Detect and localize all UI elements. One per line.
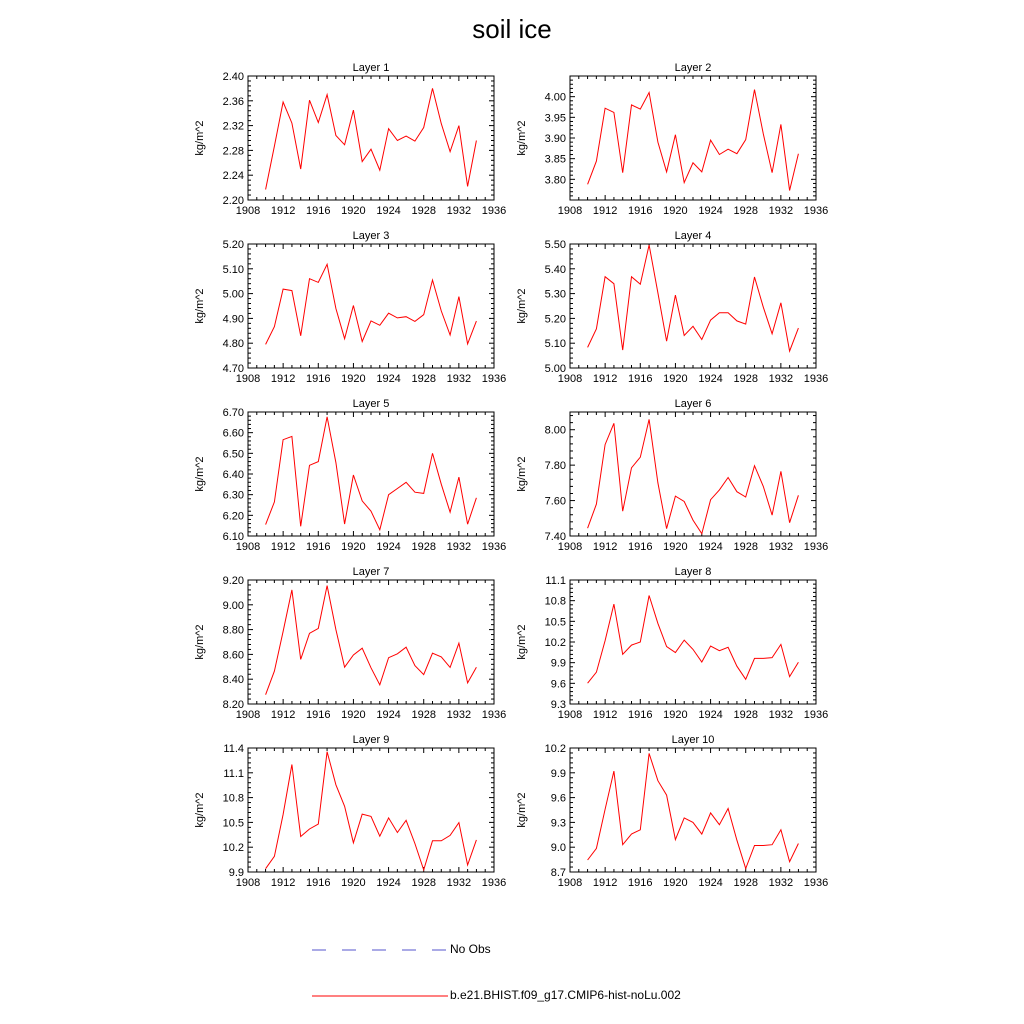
panel-title: Layer 3: [352, 230, 390, 242]
x-tick-label: 1912: [592, 541, 618, 553]
x-tick-label: 1936: [481, 205, 507, 217]
x-tick-label: 1908: [235, 205, 261, 217]
x-tick-label: 1920: [341, 541, 366, 553]
series-line: [266, 586, 477, 695]
x-tick-label: 1932: [446, 205, 472, 217]
x-tick-label: 1916: [306, 541, 331, 553]
y-tick-label: 5.30: [544, 288, 566, 301]
x-tick-label: 1916: [306, 373, 331, 385]
y-tick-label: 3.95: [544, 112, 566, 125]
y-tick-label: 5.10: [544, 338, 566, 351]
y-tick-label: 4.00: [544, 91, 566, 104]
x-tick-label: 1928: [733, 877, 758, 889]
x-tick-label: 1912: [270, 877, 296, 889]
x-tick-label: 1928: [733, 709, 758, 721]
plot-frame: [570, 76, 816, 200]
y-tick-label: 9.3: [550, 699, 566, 711]
y-tick-label: 11.1: [545, 575, 566, 587]
y-tick-label: 3.80: [544, 174, 566, 187]
x-tick-label: 1916: [306, 877, 331, 889]
x-tick-label: 1936: [803, 877, 829, 889]
y-tick-label: 4.80: [222, 338, 244, 351]
x-tick-label: 1924: [698, 541, 723, 553]
x-tick-label: 1932: [446, 709, 472, 721]
x-tick-label: 1924: [698, 877, 723, 889]
x-tick-label: 1936: [481, 877, 507, 889]
x-tick-label: 1916: [306, 709, 331, 721]
series-line: [588, 753, 799, 868]
x-tick-label: 1912: [592, 877, 618, 889]
panel-layer-1: [194, 62, 506, 217]
y-tick-label: 8.40: [222, 674, 244, 687]
x-tick-label: 1932: [446, 373, 472, 385]
y-tick-label: 7.60: [544, 495, 566, 508]
y-tick-label: 10.8: [544, 595, 566, 608]
y-axis-label: kg/m^2: [194, 456, 206, 492]
y-tick-label: 4.70: [222, 363, 244, 375]
x-tick-label: 1920: [341, 373, 366, 385]
x-tick-label: 1908: [557, 877, 583, 889]
x-tick-label: 1924: [376, 373, 401, 385]
y-axis-label: kg/m^2: [516, 456, 528, 492]
plot-frame: [248, 76, 494, 200]
x-tick-label: 1928: [733, 541, 758, 553]
x-tick-label: 1924: [698, 373, 723, 385]
x-tick-label: 1908: [557, 205, 583, 217]
panel-title: Layer 1: [352, 62, 390, 74]
x-tick-label: 1936: [481, 709, 507, 721]
x-tick-label: 1916: [628, 877, 653, 889]
x-tick-label: 1920: [663, 709, 688, 721]
y-tick-label: 9.6: [550, 792, 566, 805]
y-tick-label: 2.24: [222, 170, 244, 183]
series-line: [266, 752, 477, 870]
x-tick-label: 1912: [270, 541, 296, 553]
panel-title: Layer 7: [352, 566, 390, 578]
y-tick-label: 5.50: [544, 239, 566, 251]
x-tick-label: 1920: [341, 877, 366, 889]
y-tick-label: 6.60: [222, 427, 244, 440]
y-tick-label: 7.80: [544, 460, 566, 473]
x-tick-label: 1920: [341, 205, 366, 217]
y-tick-label: 5.20: [544, 313, 566, 326]
series-line: [266, 264, 477, 344]
y-tick-label: 6.50: [222, 448, 244, 461]
plot-frame: [570, 412, 816, 536]
x-tick-label: 1916: [306, 205, 331, 217]
plot-frame: [570, 748, 816, 872]
panel-title: Layer 6: [674, 398, 712, 410]
panel-layer-8: [516, 566, 828, 721]
x-tick-label: 1928: [733, 205, 758, 217]
x-tick-label: 1908: [557, 373, 583, 385]
y-axis-label: kg/m^2: [516, 288, 528, 324]
x-tick-label: 1916: [628, 205, 653, 217]
legend-obs-label: No Obs: [450, 942, 491, 956]
y-tick-label: 2.36: [222, 95, 244, 108]
panel-layer-2: [516, 62, 828, 217]
series-line: [266, 88, 477, 189]
y-tick-label: 2.32: [222, 120, 244, 133]
x-tick-label: 1932: [768, 205, 794, 217]
y-tick-label: 6.20: [222, 510, 244, 523]
x-tick-label: 1928: [411, 541, 436, 553]
panel-title: Layer 10: [671, 734, 715, 746]
x-tick-label: 1924: [376, 205, 401, 217]
y-tick-label: 8.80: [222, 624, 244, 637]
x-tick-label: 1912: [270, 373, 296, 385]
series-line: [588, 596, 799, 684]
y-tick-label: 2.28: [222, 145, 244, 158]
x-tick-label: 1928: [411, 877, 436, 889]
panel-layer-3: [194, 230, 506, 385]
plot-frame: [248, 748, 494, 872]
x-tick-label: 1932: [768, 709, 794, 721]
y-tick-label: 11.4: [223, 743, 244, 755]
y-axis-label: kg/m^2: [194, 624, 206, 660]
y-tick-label: 8.60: [222, 649, 244, 662]
y-tick-label: 2.20: [222, 195, 244, 207]
x-tick-label: 1932: [768, 373, 794, 385]
x-tick-label: 1924: [376, 709, 401, 721]
x-tick-label: 1916: [628, 709, 653, 721]
y-axis-label: kg/m^2: [194, 120, 206, 156]
y-tick-label: 3.85: [544, 153, 566, 166]
y-tick-label: 9.00: [222, 599, 244, 612]
y-tick-label: 9.9: [550, 767, 566, 780]
panel-layer-5: [194, 398, 506, 553]
x-tick-label: 1932: [446, 877, 472, 889]
panel-layer-7: [194, 566, 506, 721]
y-tick-label: 2.40: [222, 71, 244, 83]
y-tick-label: 8.20: [222, 699, 244, 711]
y-tick-label: 10.8: [222, 792, 244, 805]
y-tick-label: 5.00: [544, 363, 566, 375]
x-tick-label: 1936: [803, 205, 829, 217]
y-tick-label: 9.9: [228, 867, 244, 879]
y-axis-label: kg/m^2: [194, 288, 206, 324]
x-tick-label: 1928: [411, 373, 436, 385]
x-tick-label: 1924: [376, 541, 401, 553]
x-tick-label: 1908: [235, 709, 261, 721]
panel-title: Layer 8: [674, 566, 712, 578]
y-tick-label: 10.2: [222, 842, 244, 855]
y-tick-label: 7.40: [544, 531, 566, 543]
x-tick-label: 1924: [698, 709, 723, 721]
x-tick-label: 1912: [270, 709, 296, 721]
series-line: [588, 245, 799, 351]
x-tick-label: 1920: [663, 541, 688, 553]
x-tick-label: 1936: [803, 709, 829, 721]
y-tick-label: 11.1: [223, 767, 244, 780]
y-tick-label: 10.2: [544, 637, 566, 649]
panel-title: Layer 9: [352, 734, 390, 746]
y-axis-label: kg/m^2: [516, 120, 528, 156]
panel-layer-9: [194, 734, 506, 889]
y-tick-label: 9.6: [550, 678, 566, 691]
y-tick-label: 5.40: [544, 263, 566, 276]
x-tick-label: 1908: [235, 541, 261, 553]
y-tick-label: 6.10: [222, 531, 244, 543]
panel-layer-10: [516, 734, 828, 889]
y-axis-label: kg/m^2: [516, 792, 528, 828]
series-line: [266, 417, 477, 530]
panel-title: Layer 2: [674, 62, 712, 74]
panel-layer-4: [516, 230, 828, 385]
x-tick-label: 1920: [341, 709, 366, 721]
plot-frame: [248, 412, 494, 536]
x-tick-label: 1908: [557, 709, 583, 721]
x-tick-label: 1936: [481, 373, 507, 385]
y-axis-label: kg/m^2: [516, 624, 528, 660]
y-tick-label: 10.5: [222, 817, 244, 830]
series-line: [588, 419, 799, 533]
x-tick-label: 1928: [411, 709, 436, 721]
y-tick-label: 6.30: [222, 489, 244, 502]
y-tick-label: 6.40: [222, 469, 244, 481]
x-tick-label: 1920: [663, 373, 688, 385]
panel-title: Layer 5: [352, 398, 390, 410]
x-tick-label: 1924: [376, 877, 401, 889]
plot-frame: [570, 580, 816, 704]
y-tick-label: 10.2: [544, 743, 566, 755]
x-tick-label: 1908: [557, 541, 583, 553]
y-tick-label: 5.10: [222, 263, 244, 276]
plot-frame: [248, 580, 494, 704]
x-tick-label: 1920: [663, 205, 688, 217]
x-tick-label: 1908: [235, 373, 261, 385]
y-tick-label: 9.20: [222, 575, 244, 587]
x-tick-label: 1912: [592, 373, 618, 385]
x-tick-label: 1920: [663, 877, 688, 889]
x-tick-label: 1936: [481, 541, 507, 553]
x-tick-label: 1932: [446, 541, 472, 553]
y-tick-label: 9.9: [550, 657, 566, 670]
x-tick-label: 1912: [592, 205, 618, 217]
x-tick-label: 1924: [698, 205, 723, 217]
plot-frame: [570, 244, 816, 368]
x-tick-label: 1936: [803, 373, 829, 385]
x-tick-label: 1916: [628, 541, 653, 553]
y-tick-label: 4.90: [222, 313, 244, 326]
x-tick-label: 1936: [803, 541, 829, 553]
x-tick-label: 1916: [628, 373, 653, 385]
series-line: [588, 90, 799, 191]
y-tick-label: 5.20: [222, 239, 244, 251]
x-tick-label: 1908: [235, 877, 261, 889]
x-tick-label: 1932: [768, 541, 794, 553]
y-tick-label: 6.70: [222, 407, 244, 419]
x-tick-label: 1928: [411, 205, 436, 217]
x-tick-label: 1932: [768, 877, 794, 889]
y-tick-label: 9.3: [550, 817, 566, 830]
x-tick-label: 1928: [733, 373, 758, 385]
y-tick-label: 3.90: [544, 133, 566, 145]
y-axis-label: kg/m^2: [194, 792, 206, 828]
x-tick-label: 1912: [592, 709, 618, 721]
panel-title: Layer 4: [674, 230, 712, 242]
y-tick-label: 5.00: [222, 288, 244, 301]
y-tick-label: 9.0: [550, 842, 566, 855]
legend-model-label: b.e21.BHIST.f09_g17.CMIP6-hist-noLu.002: [450, 988, 681, 1002]
panel-layer-6: [516, 398, 828, 553]
chart-title: soil ice: [472, 14, 552, 44]
y-tick-label: 8.00: [544, 424, 566, 437]
x-tick-label: 1912: [270, 205, 296, 217]
y-tick-label: 8.7: [550, 867, 566, 879]
y-tick-label: 10.5: [544, 616, 566, 629]
